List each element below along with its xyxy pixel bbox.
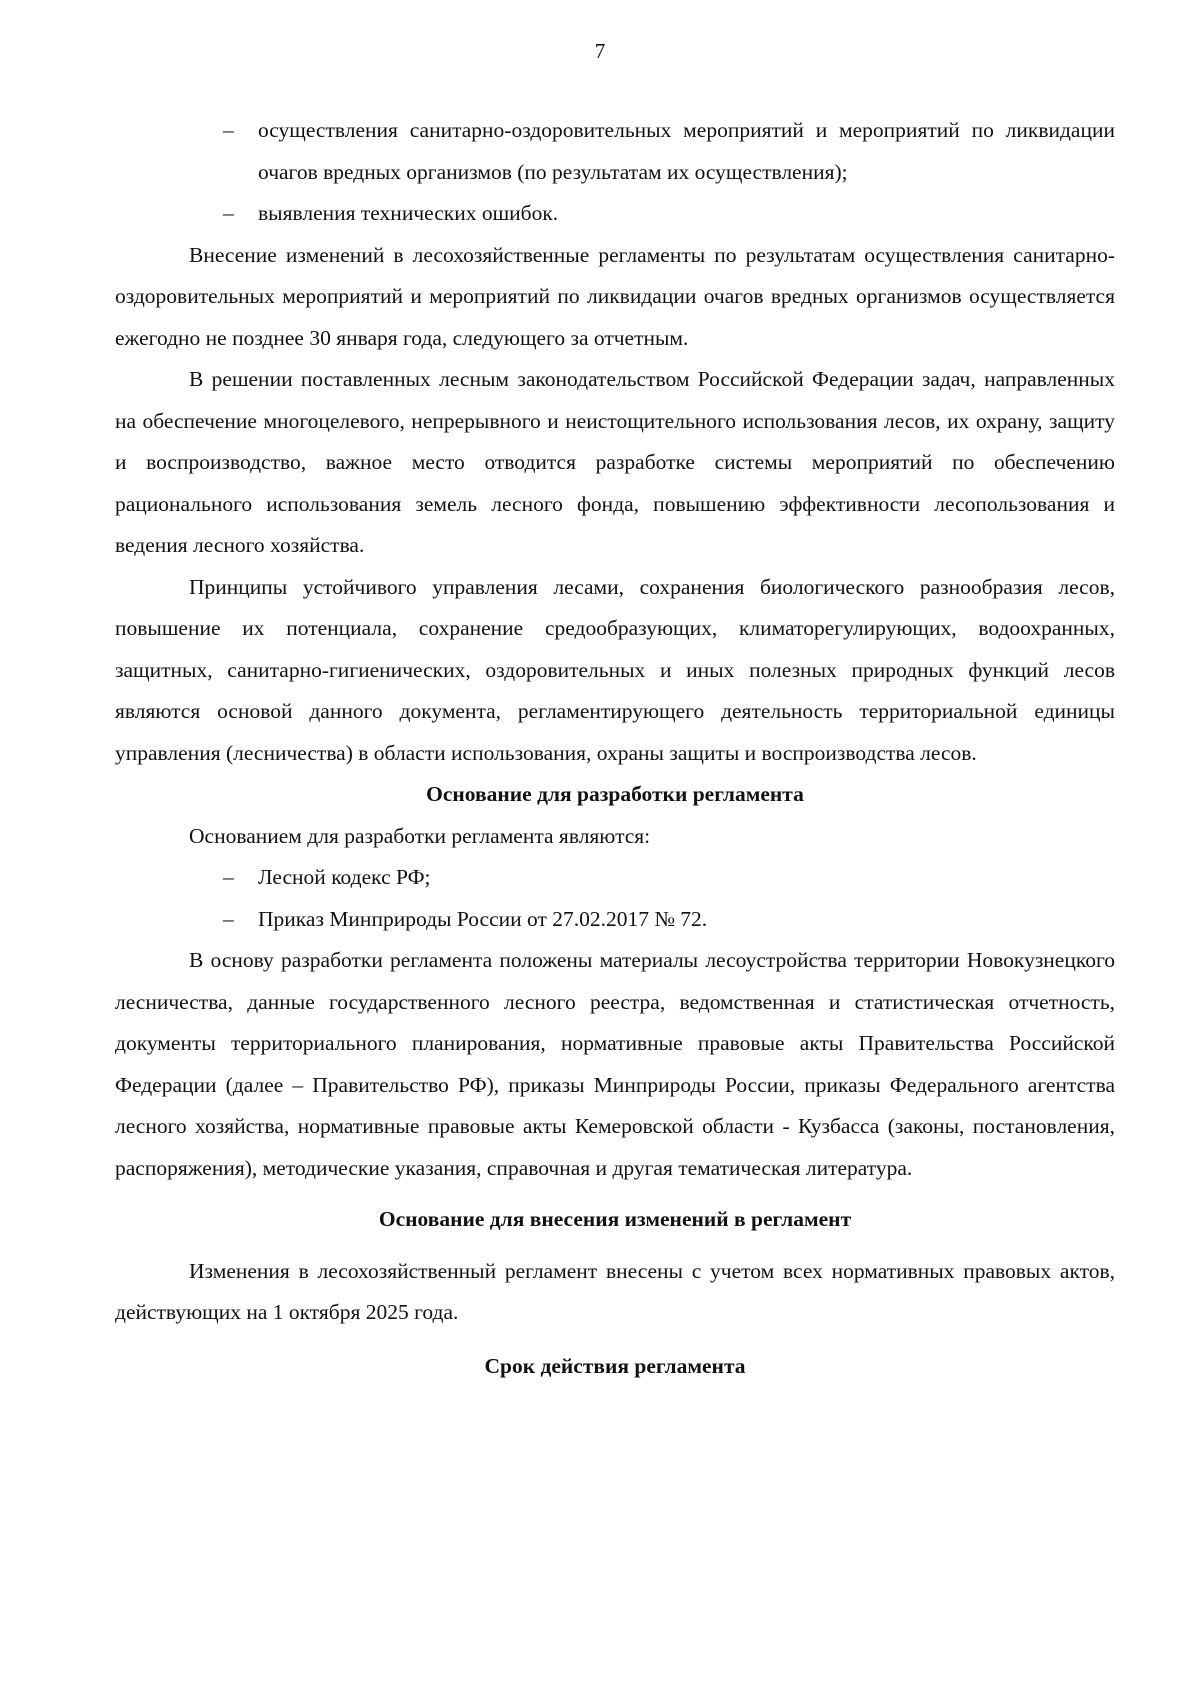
document-body	[115, 110, 1115, 1387]
paragraph-objectives: В решении поставленных лесным законодательством Российской Федерации задач, направленных на обеспечение многоцелевого, непрерывного и неистощительного использования лесов, их охрану, защиту и воспроизводство, важное место отводится разработке системы мероприятий по обеспечению рационального использования земель лесного фонда, повышению эффективности лесопользования и ведения лесного хозяйства.	[115, 367, 1115, 557]
paragraph-principles: Принципы устойчивого управления лесами, сохранения биологического разнообразия лесов, повышение их потенциала, сохранение средообразующих, климаторегулирующих, водоохранных, защитных, санитарно-гигиенических, оздоровительных и иных полезных природных функций лесов являются основой данного документа, регламентирующего деятельность территориальной единицы управления (лесничества) в области использования, охраны защиты и воспроизводства лесов.	[115, 574, 1115, 765]
list-item-text: Приказ Минприроды России от 27.02.2017 № 72.	[258, 906, 708, 931]
list-dash: –	[223, 865, 234, 889]
section-intro: Основанием для разработки регламента являются:	[189, 823, 651, 848]
section-heading-validity: Срок действия регламента	[484, 1353, 746, 1378]
list-dash: –	[223, 118, 234, 142]
list-item-text: выявления технических ошибок.	[258, 201, 559, 225]
list-item	[115, 857, 1115, 899]
section-heading-changes: Основание для внесения изменений в регламент	[378, 1207, 852, 1231]
list-item-text: осуществления санитарно-оздоровительных мероприятий и мероприятий по ликвидации очагов вредных организмов (по результатам их осуществления);	[258, 118, 1115, 184]
list-item	[115, 110, 1115, 193]
page-number: 7	[594, 39, 606, 63]
list-dash: –	[223, 906, 234, 931]
list-item-text: Лесной кодекс РФ;	[258, 865, 431, 889]
list-item	[115, 899, 1115, 941]
paragraph-changes: Изменения в лесохозяйственный регламент внесены с учетом всех нормативных правовых актов, действующих на 1 октября 2025 года.	[115, 1258, 1115, 1324]
paragraph-sources: В основу разработки регламента положены материалы лесоустройства территории Новокузнецкого лесничества, данные государственного лесного реестра, ведомственная и статистическая отчетность, документы территориального планирования, нормативные правовые акты Правительства Российской Федерации (далее – Правительство РФ), приказы Минприроды России, приказы Федерального агентства лесного хозяйства, нормативные правовые акты Кемеровской области - Кузбасса (законы, постановления, распоряжения), методические указания, справочная и другая тематическая литература.	[115, 948, 1115, 1180]
paragraph-amendments: Внесение изменений в лесохозяйственные регламенты по результатам осуществления санитарно-оздоровительных мероприятий и мероприятий по ликвидации очагов вредных организмов осуществляется ежегодно не позднее 30 января года, следующего за отчетным.	[115, 242, 1115, 350]
list-item	[115, 193, 1115, 235]
list-dash: –	[223, 201, 234, 225]
section-heading-basis: Основание для разработки регламента	[426, 782, 804, 806]
